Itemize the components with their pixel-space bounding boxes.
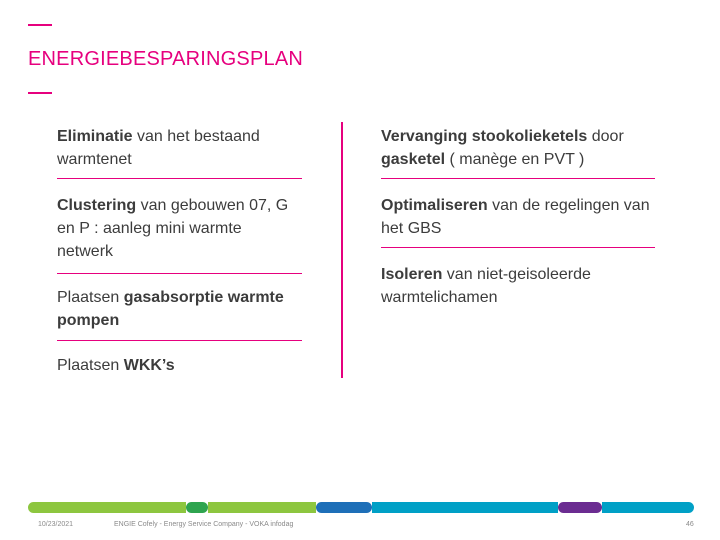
column-divider [341, 122, 343, 378]
right-item-2-text: van de regelingen van het GBS [381, 197, 650, 237]
left-item-4-bold: WKK’s [123, 357, 175, 374]
left-item-2-bold: Clustering [57, 197, 137, 214]
left-item-1-text: van het bestaand warmtenet [57, 128, 260, 168]
footer-segment-lightgreen-2 [208, 502, 316, 513]
right-item-3-bold: Isoleren [381, 266, 443, 283]
right-item-1-bold2: gasketel [381, 151, 446, 168]
footer-segment-cyan [372, 502, 558, 513]
left-item-gasabsorptie [57, 286, 307, 332]
footer-company: ENGIE Cofely - Energy Service Company - VOKA infodag [114, 521, 294, 528]
right-divider-2 [381, 247, 655, 248]
left-item-4-text: Plaatsen [57, 357, 124, 374]
footer-segment-green [186, 502, 208, 513]
right-item-vervanging [381, 125, 671, 171]
right-item-1-bold: Vervanging stookolieketels [381, 128, 588, 145]
left-item-2-text: van gebouwen 07, G en P : aanleg mini warmte netwerk [57, 197, 289, 260]
left-divider-1 [57, 178, 302, 179]
title-accent-top [28, 24, 52, 26]
page-title: ENERGIEBESPARINGSPLAN [28, 48, 304, 70]
left-item-3-text: Plaatsen [57, 289, 124, 306]
footer-segment-blue [316, 502, 372, 513]
right-item-optimaliseren [381, 194, 671, 240]
left-item-1-bold: Eliminatie [57, 128, 133, 145]
footer-segment-cyan-2 [602, 502, 694, 513]
footer-segment-lightgreen [28, 502, 186, 513]
right-item-1-text: ( manège en PVT ) [445, 151, 585, 168]
footer-page-number: 46 [686, 521, 694, 528]
right-item-3-text: van niet-geisoleerde warmtelichamen [381, 266, 591, 306]
footer-segment-purple [558, 502, 602, 513]
right-item-isoleren [381, 263, 651, 309]
title-accent-bottom [28, 92, 52, 94]
left-item-clustering [57, 194, 297, 263]
left-item-wkk [57, 354, 307, 377]
left-item-3-bold: gasabsorptie warmte pompen [57, 289, 284, 329]
footer-color-bar [28, 502, 694, 513]
right-divider-1 [381, 178, 655, 179]
left-item-eliminatie [57, 125, 307, 171]
left-divider-3 [57, 340, 302, 341]
right-item-2-bold: Optimaliseren [381, 197, 488, 214]
footer-date: 10/23/2021 [38, 521, 74, 528]
right-item-1-mid: door [587, 128, 624, 145]
left-divider-2 [57, 273, 302, 274]
